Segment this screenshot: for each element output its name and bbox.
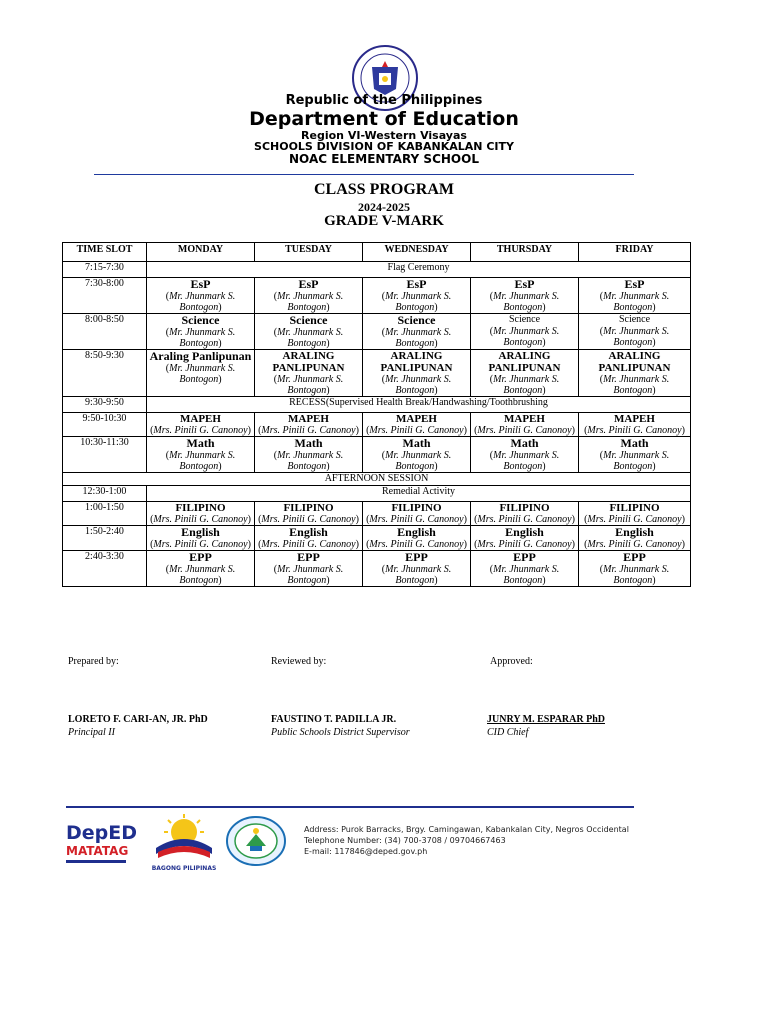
time-slot-cell: 1:00-1:50 xyxy=(63,502,147,526)
teacher-name: (Mrs. Pinili G. Canonoy) xyxy=(584,425,685,436)
schedule-cell xyxy=(579,350,691,397)
address-text: Address: Purok Barracks, Brgy. Camingawan, Kabankalan City, Negros Occidental xyxy=(304,825,629,834)
subject-name: English xyxy=(181,525,220,539)
teacher-name: (Mr. Jhunmark S. Bontogon) xyxy=(489,326,560,348)
schedule-cell xyxy=(147,278,255,314)
subject-name: Math xyxy=(620,436,649,450)
subject-name: ARALING PANLIPUNAN xyxy=(488,350,561,374)
school-seal-icon xyxy=(226,816,286,866)
teacher-name-text: Mr. Jhunmark S. Bontogon xyxy=(385,450,452,472)
subject-name: Math xyxy=(294,436,323,450)
column-header: WEDNESDAY xyxy=(363,243,471,262)
teacher-name-text: Mr. Jhunmark S. Bontogon xyxy=(277,291,344,313)
teacher-name-text: Mr. Jhunmark S. Bontogon xyxy=(385,291,452,313)
teacher-name-text: Mr. Jhunmark S. Bontogon xyxy=(277,327,344,349)
teacher-name: (Mr. Jhunmark S. Bontogon) xyxy=(381,450,452,472)
teacher-name-text: Mrs. Pinili G. Canonoy xyxy=(261,539,356,550)
teacher-name-text: Mrs. Pinili G. Canonoy xyxy=(369,425,464,436)
schedule-cell xyxy=(363,350,471,397)
schedule-cell xyxy=(255,314,363,350)
teacher-name: (Mr. Jhunmark S. Bontogon) xyxy=(273,450,344,472)
subject-name: MAPEH xyxy=(396,413,437,425)
time-slot-cell: 8:50-9:30 xyxy=(63,350,147,397)
teacher-name: (Mr. Jhunmark S. Bontogon) xyxy=(273,291,344,313)
subject-name: English xyxy=(397,525,436,539)
teacher-name: (Mr. Jhunmark S. Bontogon) xyxy=(599,291,670,313)
schedule-cell xyxy=(363,437,471,473)
table-row xyxy=(63,473,691,486)
teacher-name: (Mrs. Pinili G. Canonoy) xyxy=(258,514,359,525)
subject-name: English xyxy=(505,525,544,539)
schedule-cell xyxy=(147,437,255,473)
teacher-name: (Mr. Jhunmark S. Bontogon) xyxy=(599,374,670,396)
teacher-name: (Mrs. Pinili G. Canonoy) xyxy=(366,425,467,436)
program-title: CLASS PROGRAM xyxy=(313,181,454,198)
table-row xyxy=(63,502,691,526)
teacher-name-text: Mrs. Pinili G. Canonoy xyxy=(153,514,248,525)
teacher-name-text: Mrs. Pinili G. Canonoy xyxy=(477,514,572,525)
email-text: E-mail: 117846@deped.gov.ph xyxy=(304,847,428,856)
teacher-name: (Mr. Jhunmark S. Bontogon) xyxy=(273,564,344,586)
teacher-name-text: Mr. Jhunmark S. Bontogon xyxy=(385,564,452,586)
schedule-cell xyxy=(579,413,691,437)
table-row xyxy=(63,278,691,314)
teacher-name-text: Mrs. Pinili G. Canonoy xyxy=(477,425,572,436)
schedule-cell xyxy=(579,278,691,314)
time-slot-cell: 8:00-8:50 xyxy=(63,314,147,350)
subject-name: MAPEH xyxy=(288,413,329,425)
teacher-name-text: Mrs. Pinili G. Canonoy xyxy=(153,539,248,550)
subject-name: ARALING PANLIPUNAN xyxy=(598,350,671,374)
table-row xyxy=(63,526,691,551)
class-program-table xyxy=(62,242,691,587)
subject-name: MAPEH xyxy=(504,413,545,425)
teacher-name-text: Mrs. Pinili G. Canonoy xyxy=(153,425,248,436)
subject-name: EsP xyxy=(514,277,535,291)
approved-title: CID Chief xyxy=(487,727,529,738)
column-header: MONDAY xyxy=(147,243,255,262)
teacher-name: (Mrs. Pinili G. Canonoy) xyxy=(366,539,467,550)
column-header: FRIDAY xyxy=(579,243,691,262)
schedule-cell xyxy=(255,278,363,314)
division-heading: SCHOOLS DIVISION OF KABANKALAN CITY xyxy=(254,140,514,153)
teacher-name: (Mr. Jhunmark S. Bontogon) xyxy=(165,291,236,313)
subject-name: Science xyxy=(289,313,328,327)
subject-name: MAPEH xyxy=(180,413,221,425)
prepared-title: Principal II xyxy=(68,727,115,738)
schedule-cell xyxy=(363,502,471,526)
session-label: AFTERNOON SESSION xyxy=(63,473,691,486)
region-heading: Region VI-Western Visayas xyxy=(301,129,467,142)
time-slot-cell: 1:50-2:40 xyxy=(63,526,147,551)
school-heading: NOAC ELEMENTARY SCHOOL xyxy=(289,152,479,166)
schedule-cell xyxy=(471,350,579,397)
bagong-pilipinas-text: BAGONG PILIPINAS xyxy=(151,865,217,872)
subject-name: EPP xyxy=(513,550,536,564)
teacher-name-text: Mr. Jhunmark S. Bontogon xyxy=(493,326,560,348)
time-slot-cell: 7:15-7:30 xyxy=(63,262,147,278)
subject-name: Math xyxy=(186,436,215,450)
deped-matatag-logo xyxy=(66,820,146,870)
teacher-name: (Mrs. Pinili G. Canonoy) xyxy=(150,425,251,436)
teacher-name: (Mr. Jhunmark S. Bontogon) xyxy=(273,327,344,349)
schedule-cell xyxy=(255,551,363,587)
teacher-name: (Mr. Jhunmark S. Bontogon) xyxy=(381,291,452,313)
teacher-name: (Mr. Jhunmark S. Bontogon) xyxy=(599,326,670,348)
subject-name: English xyxy=(615,525,654,539)
subject-name: Araling Panlipunan xyxy=(149,349,252,363)
schedule-cell xyxy=(363,526,471,551)
teacher-name-text: Mr. Jhunmark S. Bontogon xyxy=(603,450,670,472)
teacher-name: (Mr. Jhunmark S. Bontogon) xyxy=(489,450,560,472)
teacher-name-text: Mrs. Pinili G. Canonoy xyxy=(587,539,682,550)
schedule-cell xyxy=(147,314,255,350)
school-year: 2024-2025 xyxy=(358,200,410,214)
schedule-cell xyxy=(147,413,255,437)
table-row xyxy=(63,551,691,587)
table-header-row xyxy=(63,243,691,262)
teacher-name: (Mr. Jhunmark S. Bontogon) xyxy=(489,291,560,313)
schedule-cell xyxy=(579,314,691,350)
table-row xyxy=(63,437,691,473)
teacher-name-text: Mrs. Pinili G. Canonoy xyxy=(477,539,572,550)
column-header: TIME SLOT xyxy=(63,243,147,262)
subject-name: EsP xyxy=(406,277,427,291)
telephone-text: Telephone Number: (34) 700-3708 / 09704667463 xyxy=(304,836,506,845)
teacher-name-text: Mr. Jhunmark S. Bontogon xyxy=(385,374,452,396)
time-slot-cell: 10:30-11:30 xyxy=(63,437,147,473)
merged-activity-cell: Flag Ceremony xyxy=(147,262,691,278)
teacher-name-text: Mr. Jhunmark S. Bontogon xyxy=(493,450,560,472)
subject-name: Math xyxy=(402,436,431,450)
schedule-cell xyxy=(471,437,579,473)
teacher-name: (Mr. Jhunmark S. Bontogon) xyxy=(381,327,452,349)
subject-name: EPP xyxy=(405,550,428,564)
teacher-name-text: Mr. Jhunmark S. Bontogon xyxy=(277,374,344,396)
time-slot-cell: 12:30-1:00 xyxy=(63,486,147,502)
column-header: THURSDAY xyxy=(471,243,579,262)
teacher-name-text: Mr. Jhunmark S. Bontogon xyxy=(493,374,560,396)
schedule-cell xyxy=(147,526,255,551)
schedule-cell xyxy=(363,551,471,587)
table-row xyxy=(63,314,691,350)
teacher-name: (Mrs. Pinili G. Canonoy) xyxy=(258,539,359,550)
schedule-cell xyxy=(255,350,363,397)
schedule-cell xyxy=(255,502,363,526)
schedule-cell xyxy=(471,314,579,350)
header-divider xyxy=(94,174,634,175)
teacher-name: (Mrs. Pinili G. Canonoy) xyxy=(150,514,251,525)
schedule-cell xyxy=(363,413,471,437)
subject-name: EPP xyxy=(623,550,646,564)
teacher-name-text: Mr. Jhunmark S. Bontogon xyxy=(603,291,670,313)
time-slot-cell: 9:50-10:30 xyxy=(63,413,147,437)
subject-name: FILIPINO xyxy=(391,502,442,514)
teacher-name-text: Mrs. Pinili G. Canonoy xyxy=(369,514,464,525)
teacher-name-text: Mr. Jhunmark S. Bontogon xyxy=(603,326,670,348)
schedule-cell xyxy=(579,526,691,551)
teacher-name-text: Mr. Jhunmark S. Bontogon xyxy=(493,291,560,313)
teacher-name: (Mr. Jhunmark S. Bontogon) xyxy=(165,327,236,349)
schedule-cell xyxy=(471,526,579,551)
department-heading: Department of Education xyxy=(249,108,519,130)
prepared-name: LORETO F. CARI-AN, JR. PhD xyxy=(68,714,208,725)
subject-name: Science xyxy=(508,314,541,325)
schedule-cell xyxy=(363,314,471,350)
schedule-cell xyxy=(147,350,255,397)
schedule-cell xyxy=(579,551,691,587)
teacher-name-text: Mr. Jhunmark S. Bontogon xyxy=(277,450,344,472)
subject-name: EPP xyxy=(189,550,212,564)
footer-divider xyxy=(66,806,634,808)
republic-heading: Republic of the Philippines xyxy=(285,93,483,108)
schedule-cell xyxy=(471,278,579,314)
subject-name: EsP xyxy=(624,277,645,291)
teacher-name: (Mrs. Pinili G. Canonoy) xyxy=(150,539,251,550)
teacher-name: (Mr. Jhunmark S. Bontogon) xyxy=(165,363,236,385)
teacher-name-text: Mr. Jhunmark S. Bontogon xyxy=(169,327,236,349)
teacher-name: (Mr. Jhunmark S. Bontogon) xyxy=(489,564,560,586)
contact-info xyxy=(304,824,629,857)
schedule-cell xyxy=(147,502,255,526)
subject-name: FILIPINO xyxy=(283,502,334,514)
table-row xyxy=(63,486,691,502)
teacher-name: (Mrs. Pinili G. Canonoy) xyxy=(584,514,685,525)
subject-name: FILIPINO xyxy=(609,502,660,514)
teacher-name: (Mr. Jhunmark S. Bontogon) xyxy=(273,374,344,396)
teacher-name: (Mr. Jhunmark S. Bontogon) xyxy=(489,374,560,396)
subject-name: MAPEH xyxy=(614,413,655,425)
schedule-cell xyxy=(579,437,691,473)
teacher-name-text: Mr. Jhunmark S. Bontogon xyxy=(277,564,344,586)
deped-logo-text: DepED xyxy=(66,822,138,844)
grade-section: GRADE V-MARK xyxy=(324,213,444,229)
schedule-cell xyxy=(579,502,691,526)
subject-name: EsP xyxy=(190,277,211,291)
subject-name: Math xyxy=(510,436,539,450)
schedule-cell xyxy=(471,551,579,587)
teacher-name: (Mrs. Pinili G. Canonoy) xyxy=(366,514,467,525)
time-slot-cell: 7:30-8:00 xyxy=(63,278,147,314)
table-row xyxy=(63,397,691,413)
subject-name: Science xyxy=(618,314,651,325)
table-row xyxy=(63,350,691,397)
teacher-name-text: Mr. Jhunmark S. Bontogon xyxy=(603,374,670,396)
teacher-name-text: Mrs. Pinili G. Canonoy xyxy=(369,539,464,550)
subject-name: Science xyxy=(397,313,436,327)
reviewed-title: Public Schools District Supervisor xyxy=(271,727,410,738)
teacher-name-text: Mr. Jhunmark S. Bontogon xyxy=(385,327,452,349)
teacher-name-text: Mr. Jhunmark S. Bontogon xyxy=(169,363,236,385)
table-row xyxy=(63,262,691,278)
matatag-underline xyxy=(66,860,126,863)
schedule-cell xyxy=(363,278,471,314)
reviewed-label: Reviewed by: xyxy=(271,656,327,667)
teacher-name-text: Mrs. Pinili G. Canonoy xyxy=(587,514,682,525)
schedule-cell xyxy=(471,502,579,526)
schedule-cell xyxy=(255,413,363,437)
teacher-name: (Mr. Jhunmark S. Bontogon) xyxy=(381,374,452,396)
teacher-name: (Mr. Jhunmark S. Bontogon) xyxy=(165,450,236,472)
teacher-name-text: Mr. Jhunmark S. Bontogon xyxy=(603,564,670,586)
column-header: TUESDAY xyxy=(255,243,363,262)
schedule-cell xyxy=(255,437,363,473)
subject-name: EPP xyxy=(297,550,320,564)
teacher-name: (Mrs. Pinili G. Canonoy) xyxy=(474,514,575,525)
teacher-name: (Mr. Jhunmark S. Bontogon) xyxy=(599,564,670,586)
approved-label: Approved: xyxy=(490,656,533,667)
prepared-label: Prepared by: xyxy=(68,656,119,667)
bagong-pilipinas-sun-icon xyxy=(148,814,220,860)
subject-name: FILIPINO xyxy=(499,502,550,514)
time-slot-cell: 2:40-3:30 xyxy=(63,551,147,587)
teacher-name: (Mrs. Pinili G. Canonoy) xyxy=(474,425,575,436)
schedule-cell xyxy=(147,551,255,587)
subject-name: FILIPINO xyxy=(175,502,226,514)
merged-activity-cell: Remedial Activity xyxy=(147,486,691,502)
teacher-name-text: Mrs. Pinili G. Canonoy xyxy=(261,514,356,525)
time-slot-cell: 9:30-9:50 xyxy=(63,397,147,413)
teacher-name-text: Mr. Jhunmark S. Bontogon xyxy=(169,564,236,586)
teacher-name-text: Mrs. Pinili G. Canonoy xyxy=(261,425,356,436)
teacher-name-text: Mr. Jhunmark S. Bontogon xyxy=(169,291,236,313)
schedule-cell xyxy=(471,413,579,437)
table-row xyxy=(63,413,691,437)
teacher-name: (Mrs. Pinili G. Canonoy) xyxy=(474,539,575,550)
reviewed-name: FAUSTINO T. PADILLA JR. xyxy=(271,714,397,725)
schedule-cell xyxy=(255,526,363,551)
teacher-name-text: Mr. Jhunmark S. Bontogon xyxy=(493,564,560,586)
bagong-pilipinas-logo xyxy=(148,814,220,872)
subject-name: Science xyxy=(181,313,220,327)
teacher-name: (Mr. Jhunmark S. Bontogon) xyxy=(381,564,452,586)
matatag-logo-text: MATATAG xyxy=(66,844,129,858)
subject-name: EsP xyxy=(298,277,319,291)
teacher-name: (Mrs. Pinili G. Canonoy) xyxy=(584,539,685,550)
subject-name: ARALING PANLIPUNAN xyxy=(272,350,345,374)
teacher-name-text: Mr. Jhunmark S. Bontogon xyxy=(169,450,236,472)
teacher-name: (Mr. Jhunmark S. Bontogon) xyxy=(165,564,236,586)
teacher-name: (Mrs. Pinili G. Canonoy) xyxy=(258,425,359,436)
approved-name: JUNRY M. ESPARAR PhD xyxy=(487,714,605,725)
merged-activity-cell: RECESS(Supervised Health Break/Handwashing/Toothbrushing xyxy=(147,397,691,413)
subject-name: ARALING PANLIPUNAN xyxy=(380,350,453,374)
teacher-name: (Mr. Jhunmark S. Bontogon) xyxy=(599,450,670,472)
teacher-name-text: Mrs. Pinili G. Canonoy xyxy=(587,425,682,436)
subject-name: English xyxy=(289,525,328,539)
